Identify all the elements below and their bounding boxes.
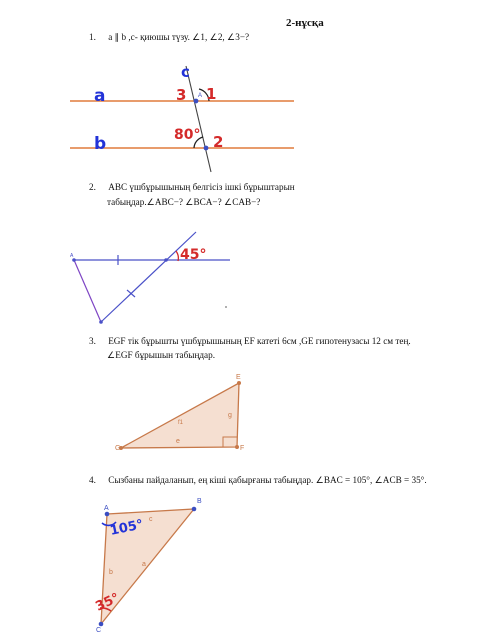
fig3-triangle	[121, 383, 239, 448]
problem-3-number: 3.	[89, 336, 96, 346]
angle-2-label: 2	[213, 133, 224, 151]
fig3-vertex-e	[237, 381, 241, 385]
figure-4	[93, 498, 202, 634]
fig4-label-c: C	[96, 627, 102, 634]
fig3-label-g-side: g	[228, 412, 232, 419]
fig4-vertex-b	[192, 507, 197, 512]
problem-2-number: 2.	[89, 182, 96, 192]
fig4-angle-105-label: 105°	[108, 517, 145, 539]
problem-1-number: 1.	[89, 32, 96, 42]
fig2-label-a: A	[70, 253, 74, 259]
problem-2-line2: табыңдар.∠ABC−? ∠BCA−? ∠CAB−?	[107, 197, 261, 207]
fig4-label-side-b: b	[109, 569, 113, 576]
transversal-c	[186, 66, 211, 172]
figure-2	[70, 232, 230, 324]
angle-3-label: 3	[176, 86, 187, 104]
point-a-small-label: A	[198, 93, 203, 99]
fig2-vertex-bottom	[99, 320, 103, 324]
fig3-label-g: G	[115, 445, 121, 452]
fig4-vertex-c	[99, 622, 104, 627]
intersection-point-bottom	[204, 146, 209, 151]
fig2-side-left	[74, 260, 101, 322]
label-b: b	[94, 134, 107, 154]
figure-3	[115, 374, 244, 452]
variant-title: 2-нұсқа	[286, 17, 324, 29]
fig2-dot	[225, 306, 227, 308]
fig2-angle-45-label: 45°	[180, 247, 207, 263]
problem-4-number: 4.	[89, 475, 96, 485]
fig4-label-a: A	[104, 505, 109, 512]
fig3-label-e-side: e	[176, 438, 180, 445]
fig3-label-f1: f1	[178, 420, 184, 426]
problem-3-line1: EGF тік бұрышты үшбұрышының EF катеті 6см ,GE гипотенузасы 12 см тең.	[108, 336, 411, 346]
fig3-label-f: F	[240, 445, 245, 452]
angle-80-label: 80°	[174, 127, 201, 143]
problem-3-line2: ∠EGF бұрышын табыңдар.	[107, 350, 215, 360]
fig4-label-side-c: c	[149, 516, 153, 523]
fig3-label-e: E	[236, 374, 241, 381]
problem-2-line1: ABC үшбұрышының белгісіз ішкі бұрыштарын	[108, 182, 295, 192]
fig4-label-side-a: a	[142, 561, 146, 568]
problem-1-text: a ∥ b ,c- қиюшы түзу. ∠1, ∠2, ∠3−?	[108, 32, 250, 42]
fig4-angle-35-label: 35°	[93, 590, 122, 615]
problem-4-text: Сызбаны пайдаланып, ең кіші қабырғаны табыңдар. ∠BAC = 105°, ∠ACB = 35°.	[108, 475, 427, 485]
label-c: c	[181, 63, 190, 81]
fig2-vertex-right	[164, 258, 168, 262]
angle-1-label: 1	[206, 85, 217, 103]
figure-1	[70, 63, 294, 172]
intersection-point-top	[194, 99, 199, 104]
fig4-vertex-a	[105, 512, 110, 517]
fig3-vertex-f	[235, 445, 239, 449]
label-a: a	[94, 86, 106, 106]
fig4-label-b: B	[197, 498, 202, 505]
fig2-side-right	[101, 232, 196, 322]
